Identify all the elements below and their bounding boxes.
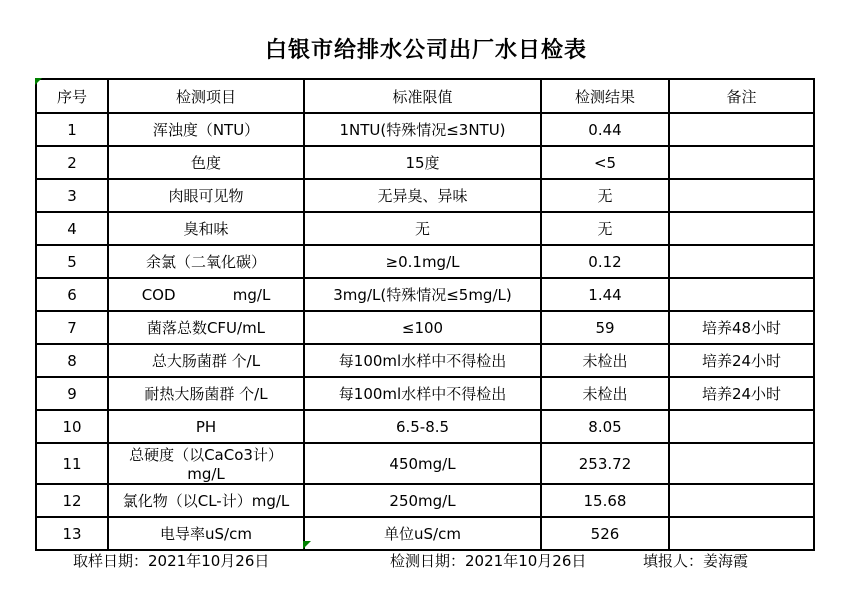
- cell-remark: [669, 484, 814, 517]
- cell-result: <5: [541, 146, 669, 179]
- inspection-table: [35, 78, 815, 551]
- table-row: [36, 443, 814, 484]
- cell-item: 浑浊度（NTU）: [108, 113, 304, 146]
- cell-result: 253.72: [541, 443, 669, 484]
- table-row: [36, 146, 814, 179]
- test-date: [390, 550, 586, 571]
- col-header-item: 检测项目: [108, 79, 304, 113]
- cell-no: 10: [36, 410, 108, 443]
- cell-result: 59: [541, 311, 669, 344]
- table-row: [36, 410, 814, 443]
- table-row: [36, 245, 814, 278]
- cell-remark: 培养48小时: [669, 311, 814, 344]
- cell-remark: [669, 443, 814, 484]
- cell-result: 0.12: [541, 245, 669, 278]
- cell-no: 2: [36, 146, 108, 179]
- cell-item: 总硬度（以CaCo3计）mg/L: [108, 443, 304, 484]
- cell-remark: [669, 212, 814, 245]
- cell-item: 菌落总数CFU/mL: [108, 311, 304, 344]
- cell-standard: 450mg/L: [304, 443, 541, 484]
- cell-standard: 250mg/L: [304, 484, 541, 517]
- cell-no: 1: [36, 113, 108, 146]
- cell-standard: 无异臭、异味: [304, 179, 541, 212]
- page-title: 白银市给排水公司出厂水日检表: [264, 38, 587, 63]
- cell-item: 肉眼可见物: [108, 179, 304, 212]
- cell-result: 1.44: [541, 278, 669, 311]
- cell-remark: [669, 245, 814, 278]
- cell-no: 8: [36, 344, 108, 377]
- cell-standard: ≥0.1mg/L: [304, 245, 541, 278]
- table-bottom-green-marker-icon: [303, 541, 311, 549]
- cell-standard: 每100ml水样中不得检出: [304, 377, 541, 410]
- cell-item: 臭和味: [108, 212, 304, 245]
- cell-no: 6: [36, 278, 108, 311]
- cell-result: 526: [541, 517, 669, 550]
- cell-result: 15.68: [541, 484, 669, 517]
- cell-remark: 培养24小时: [669, 377, 814, 410]
- cell-item: 电导率uS/cm: [108, 517, 304, 550]
- test-date-label: 检测日期：: [390, 552, 466, 570]
- col-header-standard: 标准限值: [304, 79, 541, 113]
- cell-item: 氯化物（以CL-计）mg/L: [108, 484, 304, 517]
- cell-standard: 6.5-8.5: [304, 410, 541, 443]
- reporter-value: 姜海霞: [703, 552, 749, 570]
- col-header-remark: 备注: [669, 79, 814, 113]
- cell-standard: ≤100: [304, 311, 541, 344]
- cell-no: 4: [36, 212, 108, 245]
- col-header-no: 序号: [36, 79, 108, 113]
- cell-no: 3: [36, 179, 108, 212]
- reporter-label: 填报人：: [643, 552, 704, 570]
- cell-standard: 单位uS/cm: [304, 517, 541, 550]
- cell-result: 8.05: [541, 410, 669, 443]
- cell-result: 未检出: [541, 344, 669, 377]
- table-row: [36, 179, 814, 212]
- footer: [0, 550, 852, 570]
- cell-standard: 1NTU(特殊情况≤3NTU): [304, 113, 541, 146]
- cell-item: 总大肠菌群 个/L: [108, 344, 304, 377]
- cell-remark: [669, 517, 814, 550]
- cell-result: 无: [541, 179, 669, 212]
- cell-remark: [669, 146, 814, 179]
- table-row: [36, 278, 814, 311]
- cell-remark: 培养24小时: [669, 344, 814, 377]
- cell-no: 13: [36, 517, 108, 550]
- col-header-result: 检测结果: [541, 79, 669, 113]
- table-row: [36, 517, 814, 550]
- table-row: [36, 484, 814, 517]
- cell-no: 7: [36, 311, 108, 344]
- cell-item: 余氯（二氧化碳）: [108, 245, 304, 278]
- cell-standard: 3mg/L(特殊情况≤5mg/L): [304, 278, 541, 311]
- table-row: [36, 344, 814, 377]
- test-date-value: 2021年10月26日: [465, 552, 587, 570]
- reporter: [643, 550, 748, 571]
- sampling-date-value: 2021年10月26日: [148, 552, 270, 570]
- cell-remark: [669, 278, 814, 311]
- cell-item: 耐热大肠菌群 个/L: [108, 377, 304, 410]
- cell-standard: 15度: [304, 146, 541, 179]
- cell-no: 9: [36, 377, 108, 410]
- sampling-date-label: 取样日期：: [73, 552, 149, 570]
- cell-remark: [669, 410, 814, 443]
- cell-item: COD mg/L: [108, 278, 304, 311]
- table-row: [36, 311, 814, 344]
- cell-no: 12: [36, 484, 108, 517]
- table-row: [36, 377, 814, 410]
- cell-result: 无: [541, 212, 669, 245]
- sampling-date: [73, 550, 269, 571]
- header-row: [36, 79, 814, 113]
- table-corner-green-marker-icon: [35, 78, 42, 85]
- cell-result: 未检出: [541, 377, 669, 410]
- cell-item: PH: [108, 410, 304, 443]
- cell-result: 0.44: [541, 113, 669, 146]
- table-row: [36, 212, 814, 245]
- cell-standard: 无: [304, 212, 541, 245]
- cell-item: 色度: [108, 146, 304, 179]
- cell-no: 5: [36, 245, 108, 278]
- table-row: [36, 113, 814, 146]
- cell-remark: [669, 179, 814, 212]
- cell-standard: 每100ml水样中不得检出: [304, 344, 541, 377]
- cell-remark: [669, 113, 814, 146]
- cell-no: 11: [36, 443, 108, 484]
